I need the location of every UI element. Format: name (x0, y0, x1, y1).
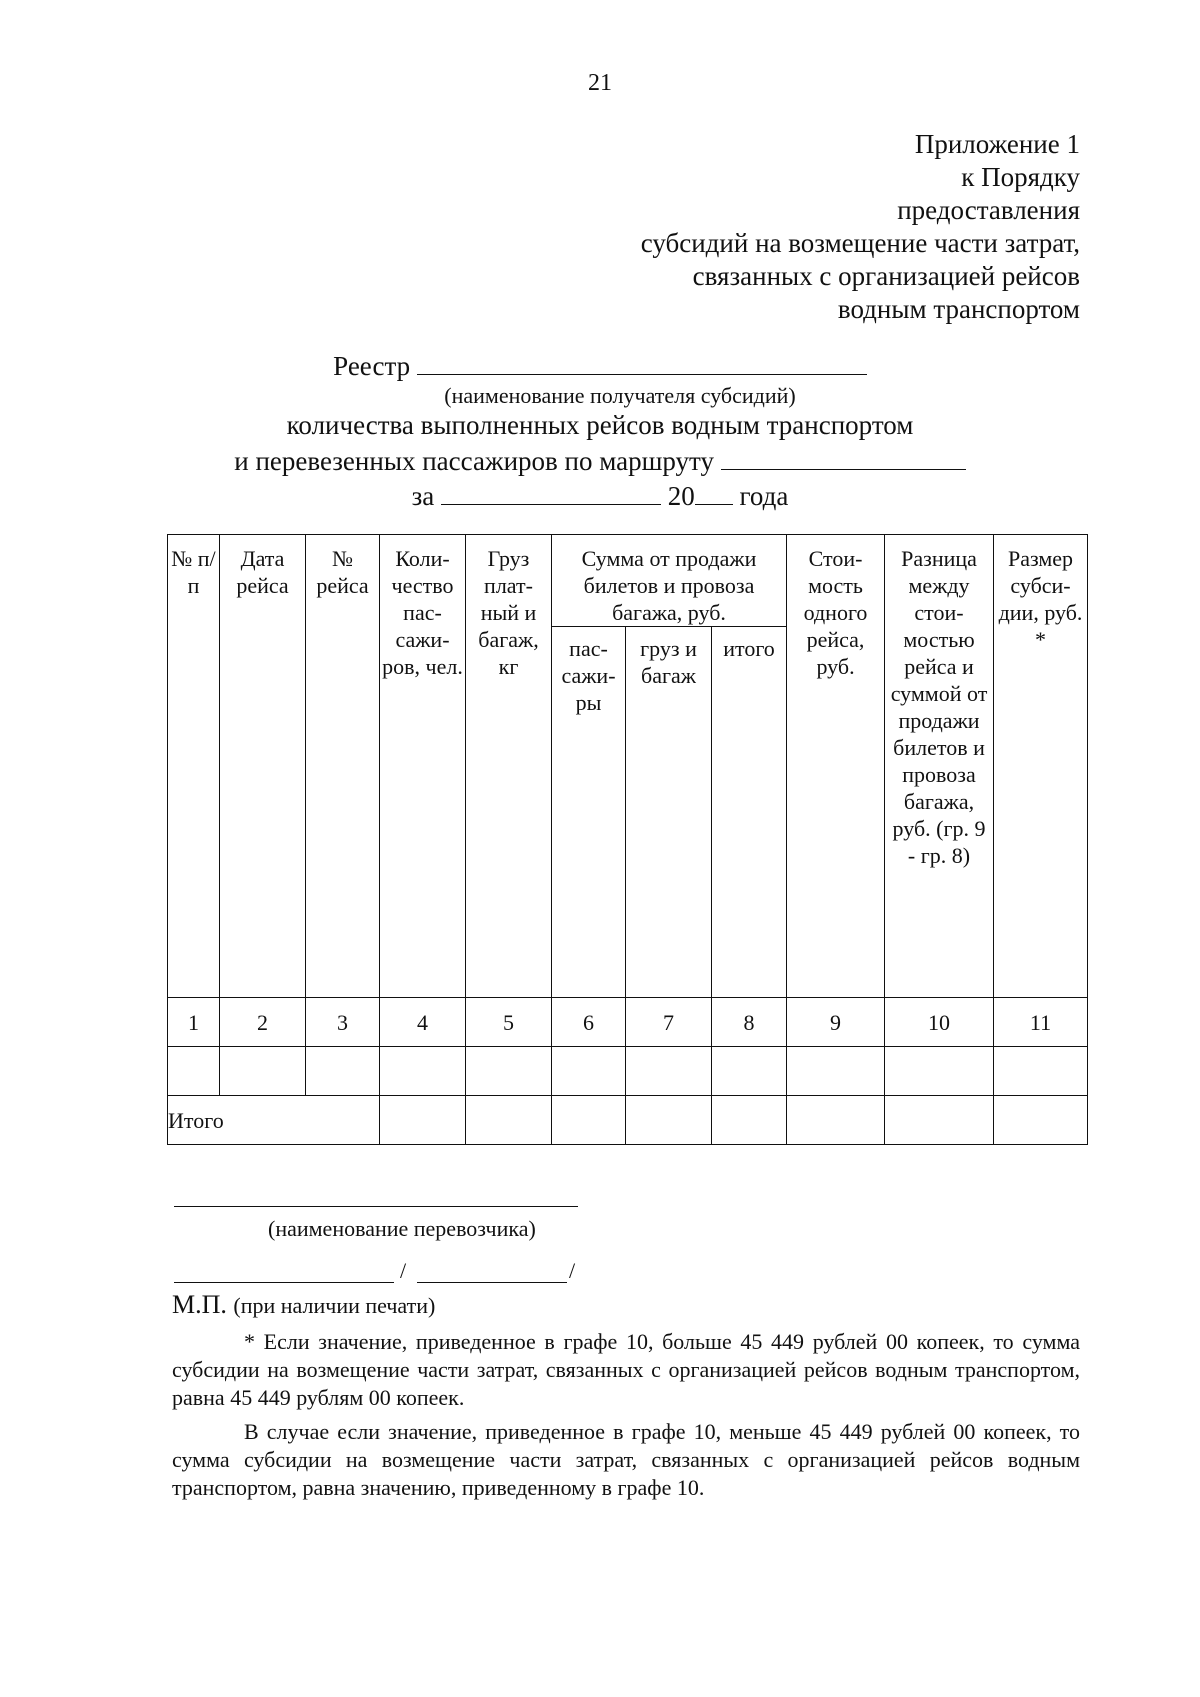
appendix-line: водным транспортом (837, 294, 1080, 324)
carrier-name-line[interactable] (174, 1206, 578, 1207)
recipient-name-blank[interactable] (417, 374, 867, 375)
period-prefix: за (411, 481, 435, 511)
column-number: 8 (712, 998, 787, 1047)
table-cell[interactable] (885, 1047, 994, 1096)
table-cell[interactable] (552, 1047, 626, 1096)
header-cell: № рейса (306, 535, 380, 998)
table-cell[interactable] (787, 1096, 885, 1145)
signature-name-line[interactable] (417, 1282, 567, 1283)
registry-table (167, 534, 1088, 1145)
period-blank[interactable] (441, 504, 661, 505)
column-number: 7 (626, 998, 712, 1047)
table-cell[interactable] (626, 1096, 712, 1145)
appendix-line: предоставления (897, 195, 1080, 225)
subheader-cell: итого (712, 627, 787, 998)
table-cell[interactable] (380, 1047, 466, 1096)
column-number: 10 (885, 998, 994, 1047)
recipient-hint: (наименование получателя субсидий) (444, 383, 796, 408)
table-cell[interactable] (885, 1096, 994, 1145)
signature-slash: / (569, 1258, 576, 1283)
column-number-row (168, 998, 1088, 1047)
table-cell[interactable] (466, 1096, 552, 1145)
column-number: 9 (787, 998, 885, 1047)
table-cell[interactable] (626, 1047, 712, 1096)
table-row (168, 1047, 1088, 1096)
table-cell[interactable] (306, 1047, 380, 1096)
column-number: 2 (220, 998, 306, 1047)
header-cell: Размер субси-дии, руб. * (994, 535, 1088, 998)
route-text: и перевезенных пассажиров по маршруту (234, 446, 714, 476)
registry-word: Реестр (333, 351, 411, 381)
appendix-heading (641, 128, 1080, 326)
footnote-paragraph: * Если значение, приведенное в графе 10, больше 45 449 рублей 00 копеек, то сумма субсидии на возмещение части затрат, связанных с организацией рейсов водным транспортом, равна 45 449 рублям 00 копеек. (172, 1329, 1080, 1410)
header-cell: Разница между стои-мостью рейса и суммой от продажи билетов и провоза багажа, руб. (гр. 9 - гр. 8) (885, 535, 994, 998)
table-cell[interactable] (168, 1047, 220, 1096)
registry-subtitle: количества выполненных рейсов водным транспортом (286, 410, 914, 440)
appendix-line: связанных с организацией рейсов (692, 261, 1080, 291)
period-suffix: года (739, 481, 789, 511)
header-cell: Стои-мость одного рейса, руб. (787, 535, 885, 998)
total-label: Итого (168, 1096, 380, 1145)
footnotes (172, 1328, 1080, 1508)
signature-slash: / (400, 1258, 407, 1283)
table-cell[interactable] (712, 1047, 787, 1096)
header-cell: № п/п (168, 535, 220, 998)
footnote-paragraph: В случае если значение, приведенное в графе 10, меньше 45 449 рублей 00 копеек, то сумма субсидии на возмещение части затрат, связанных с организацией рейсов водным транспортом, равна значению, приведенному в графе 10. (172, 1419, 1080, 1500)
column-number: 1 (168, 998, 220, 1047)
appendix-line: к Порядку (961, 162, 1080, 192)
column-number: 6 (552, 998, 626, 1047)
period-line (0, 481, 1200, 511)
route-blank[interactable] (721, 469, 966, 470)
stamp-hint: (при наличии печати) (233, 1293, 436, 1318)
total-row (168, 1096, 1088, 1145)
stamp-label: М.П. (172, 1290, 227, 1319)
table-cell[interactable] (787, 1047, 885, 1096)
table-cell[interactable] (466, 1047, 552, 1096)
column-number: 4 (380, 998, 466, 1047)
subheader-cell: груз и багаж (626, 627, 712, 998)
header-group-cell: Сумма от продажи билетов и провоза багажа, руб. (552, 535, 787, 627)
column-number: 3 (306, 998, 380, 1047)
header-cell: Дата рейса (220, 535, 306, 998)
subheader-cell: пас-сажи-ры (552, 627, 626, 998)
carrier-hint: (наименование перевозчика) (268, 1216, 536, 1241)
header-row (168, 535, 1088, 627)
route-line (0, 446, 1200, 476)
header-cell: Груз плат-ный и багаж, кг (466, 535, 552, 998)
table-cell[interactable] (994, 1047, 1088, 1096)
column-number: 5 (466, 998, 552, 1047)
table-cell[interactable] (994, 1096, 1088, 1145)
table-cell[interactable] (380, 1096, 466, 1145)
table-cell[interactable] (712, 1096, 787, 1145)
signature-line[interactable] (174, 1282, 394, 1283)
appendix-line: субсидий на возмещение части затрат, (640, 228, 1080, 258)
period-year: 20 (667, 481, 695, 511)
appendix-line: Приложение 1 (914, 129, 1080, 159)
table-cell[interactable] (552, 1096, 626, 1145)
page-number: 21 (588, 70, 612, 96)
column-number: 11 (994, 998, 1088, 1047)
table-cell[interactable] (220, 1047, 306, 1096)
registry-title (0, 351, 1200, 381)
stamp-note (172, 1290, 435, 1320)
year-blank[interactable] (695, 504, 733, 505)
header-cell: Коли-чество пас-сажи-ров, чел. (380, 535, 466, 998)
